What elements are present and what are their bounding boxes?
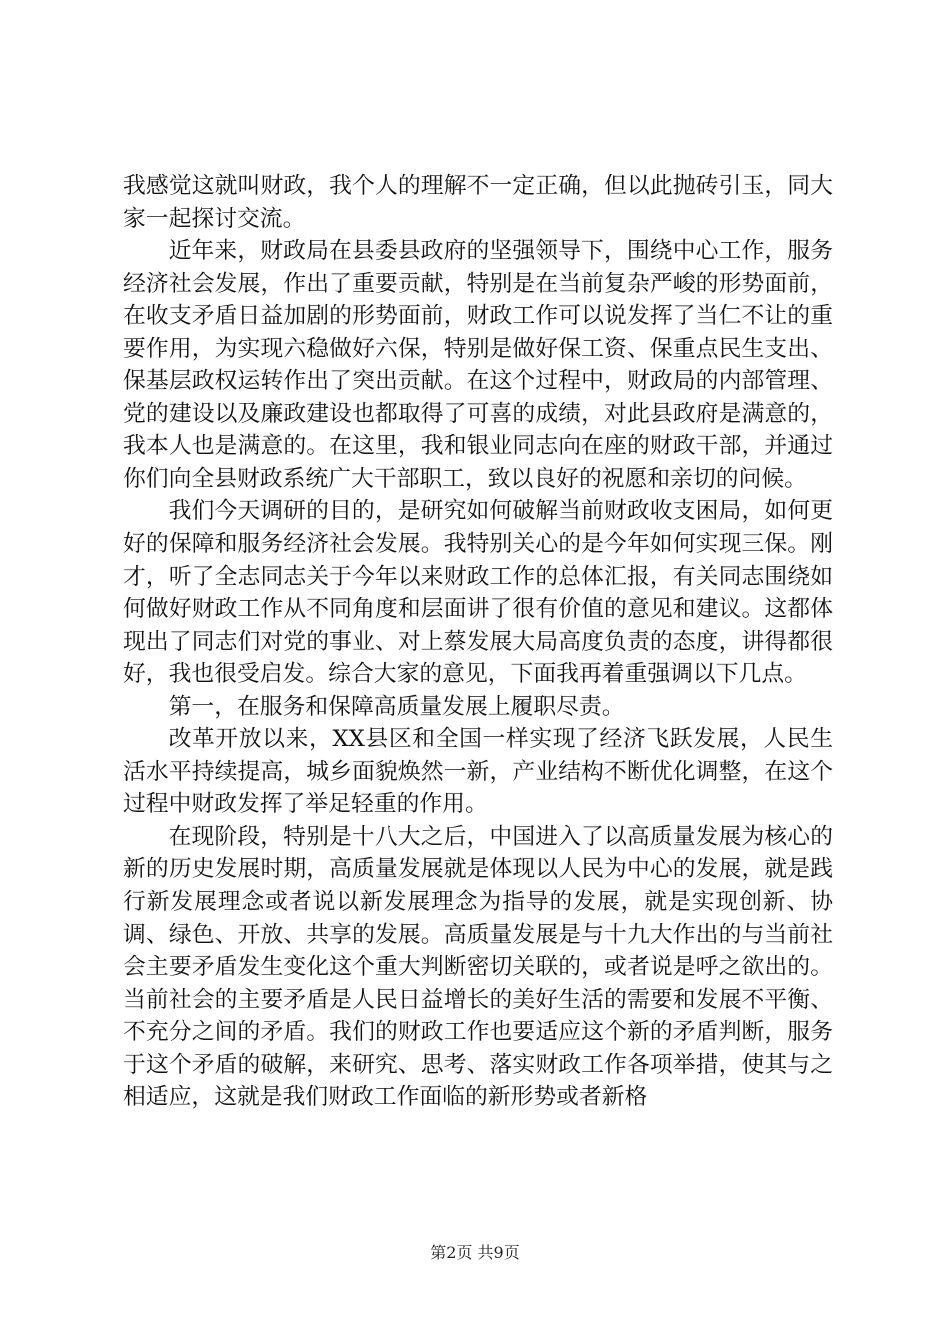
paragraph-4: 第一，在服务和保障高质量发展上履职尽责。 xyxy=(168,693,625,720)
document-body xyxy=(123,170,833,1114)
paragraph-2: 近年来，财政局在县委县政府的坚强领导下，围绕中心工作，服务经济社会发展，作出了重要贡献，特别是在当前复杂严峻的形势面前，在收支矛盾日益加剧的形势面前，财政工作可以说发挥了当仁不让的重要作用，为实现六稳做好六保，特别是做好保工资、保重点民生支出、保基层政权运转作出了突出贡献。在这个过程中，财政局的内部管理、党的建设以及廉政建设也都取得了可喜的成绩，对此县政府是满意的，我本人也是满意的。在这里，我和银业同志向在座的财政干部，并通过你们向全县财政系统广大干部职工，致以良好的祝愿和亲切的问候。 xyxy=(123,238,833,492)
paragraph-1: 我感觉这就叫财政，我个人的理解不一定正确，但以此抛砖引玉，同大家一起探讨交流。 xyxy=(123,173,833,232)
page-footer: 第2页 共9页 xyxy=(430,1243,520,1262)
paragraph-5: 改革开放以来，XX县区和全国一样实现了经济飞跃发展，人民生活水平持续提高，城乡面貌焕然一新，产业结构不断优化调整，在这个过程中财政发挥了举足轻重的作用。 xyxy=(123,726,833,818)
paragraph-6: 在现阶段，特别是十八大之后，中国进入了以高质量发展为核心的新的历史发展时期，高质量发展就是体现以人民为中心的发展，就是践行新发展理念或者说以新发展理念为指导的发展，就是实现创新、协调、绿色、开放、共享的发展。高质量发展是与十九大作出的与当前社会主要矛盾发生变化这个重大判断密切关联的，或者说是呼之欲出的。当前社会的主要矛盾是人民日益增长的美好生活的需要和发展不平衡、不充分之间的矛盾。我们的财政工作也要适应这个新的矛盾判断，服务于这个矛盾的破解，来研究、思考、落实财政工作各项举措，使其与之相适应，这就是我们财政工作面临的新形势或者新格 xyxy=(123,823,833,1111)
paragraph-3: 我们今天调研的目的，是研究如何破解当前财政收支困局，如何更好的保障和服务经济社会发展。我特别关心的是今年如何实现三保。刚才，听了全志同志关于今年以来财政工作的总体汇报，有关同志围绕如何做好财政工作从不同角度和层面讲了很有价值的意见和建议。这都体现出了同志们对党的事业、对上蔡发展大局高度负责的态度，讲得都很好，我也很受启发。综合大家的意见，下面我再着重强调以下几点。 xyxy=(123,498,833,688)
